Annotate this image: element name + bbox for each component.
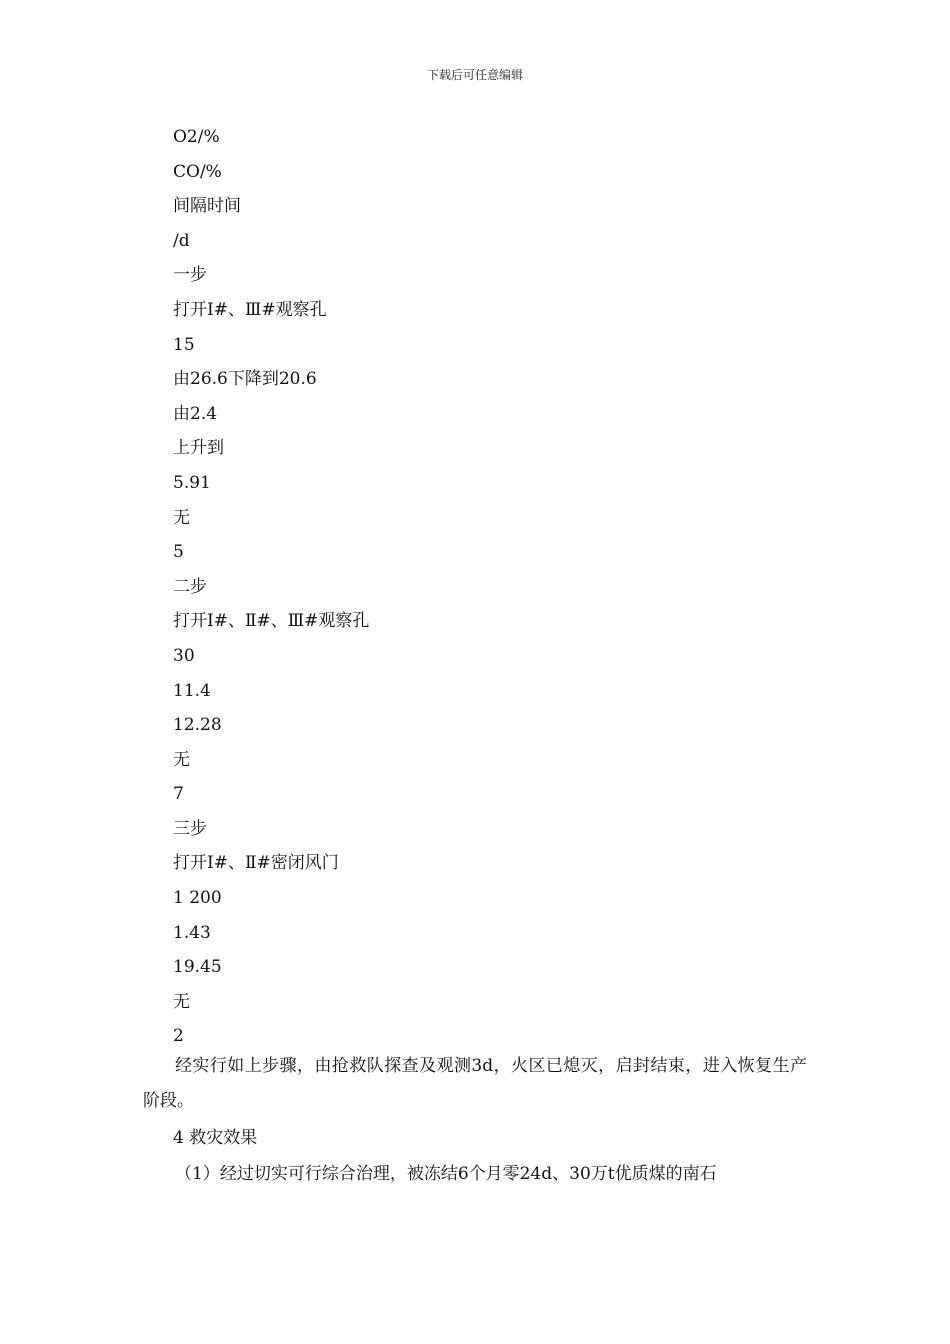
list-item: 由2.4 <box>173 403 218 424</box>
list-item: 打开Ⅰ#、Ⅲ#观察孔 <box>173 299 327 320</box>
list-item: 一步 <box>173 265 207 286</box>
list-item: 三步 <box>173 818 207 839</box>
list-item: 7 <box>173 784 184 805</box>
list-item: 间隔时间 <box>173 196 241 217</box>
data-list <box>173 124 369 1058</box>
list-item: /d <box>173 230 190 251</box>
list-item: 无 <box>173 749 190 770</box>
list-item: 1.43 <box>173 922 211 943</box>
list-item: 上升到 <box>173 438 224 459</box>
list-item: 11.4 <box>173 680 211 701</box>
list-item: 19.45 <box>173 957 222 978</box>
list-item: 无 <box>173 991 190 1012</box>
list-item: 1 200 <box>173 888 222 909</box>
section-heading: 4 救灾效果 <box>173 1128 258 1148</box>
list-item: 打开Ⅰ#、Ⅱ#、Ⅲ#观察孔 <box>173 611 370 632</box>
body-paragraph-continued: （1）经过切实可行综合治理，被冻结6个月零24d、30万t优质煤的南石 <box>175 1164 717 1184</box>
list-item: 打开Ⅰ#、Ⅱ#密闭风门 <box>173 853 339 874</box>
list-item: 15 <box>173 334 195 355</box>
list-item: 30 <box>173 645 195 666</box>
list-item: 5.91 <box>173 472 211 493</box>
list-item: 5 <box>173 542 184 563</box>
page-header: 下载后可任意编辑 <box>426 68 523 82</box>
list-item: 由26.6下降到20.6 <box>173 369 317 390</box>
list-item: CO/% <box>173 161 222 182</box>
body-paragraph: 经实行如上步骤，由抢救队探查及观测3d，火区已熄灭，启封结束，进入恢复生产阶段。 <box>143 1056 807 1111</box>
list-item: 二步 <box>173 576 207 597</box>
list-item: 无 <box>173 507 190 528</box>
list-item: 2 <box>173 1026 184 1047</box>
list-item: 12.28 <box>173 715 222 736</box>
list-item: O2/% <box>173 127 220 147</box>
